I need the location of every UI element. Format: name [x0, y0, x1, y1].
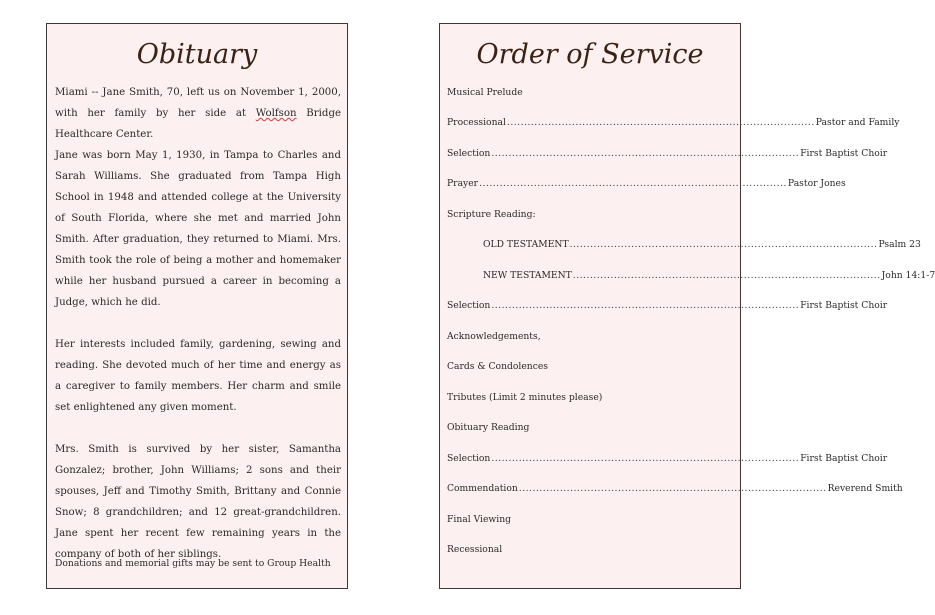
service-item-performer: First Baptist Choir — [800, 452, 888, 464]
service-item-label: Obituary Reading — [447, 422, 530, 434]
service-item-performer: John 14:1-7 — [881, 269, 935, 281]
service-item — [447, 169, 846, 200]
service-item-label: NEW TESTAMENT — [483, 269, 572, 281]
service-item — [447, 108, 900, 139]
paragraph-text: Bridge Healthcare Center. — [55, 108, 341, 140]
leader-dots: .......................................................................................... — [506, 117, 815, 129]
spellcheck-word: Wolfson — [255, 108, 297, 119]
service-item — [447, 413, 734, 444]
paragraph-text: Miami -- Jane Smith, 70, left us on November 1, 2000, with her family by her side at — [55, 87, 341, 119]
leader-dots: .......................................................................................... — [518, 483, 827, 495]
service-item-label: OLD TESTAMENT — [483, 239, 569, 251]
service-item-performer: First Baptist Choir — [800, 300, 888, 312]
service-item — [447, 321, 734, 352]
service-item-label: Cards & Condolences — [447, 361, 548, 373]
service-item — [447, 199, 734, 230]
service-item-label: Acknowledgements, — [447, 330, 541, 342]
service-item-performer: Pastor and Family — [815, 117, 900, 129]
donations-note: Donations and memorial gifts may be sent to Group Health — [55, 558, 331, 569]
service-item-performer: First Baptist Choir — [800, 147, 888, 159]
service-item — [447, 230, 921, 261]
service-item-label: Selection — [447, 147, 491, 159]
service-item-label: Prayer — [447, 178, 479, 190]
service-item-label: Processional — [447, 117, 506, 129]
leader-dots: .......................................................................................... — [491, 300, 800, 312]
service-item-label: Selection — [447, 300, 491, 312]
service-item — [447, 443, 888, 474]
service-item — [447, 535, 734, 566]
service-item-label: Final Viewing — [447, 513, 512, 525]
order-of-service-panel — [439, 23, 935, 589]
leader-dots: .......................................................................................... — [479, 178, 787, 190]
obituary-panel — [46, 23, 348, 589]
service-item — [447, 504, 734, 535]
obituary-paragraph — [55, 82, 341, 145]
obituary-paragraph: Mrs. Smith is survived by her sister, Samantha Gonzalez; brother, John Williams; 2 sons and their spouses, Jeff and Timothy Smith, Brittany and Connie Snow; 8 grandchildren; and 12 great-grandchildren. Jane spent her recent few remaining years in the company of both of her siblings. — [55, 444, 341, 560]
service-item — [447, 260, 935, 291]
obituary-body — [55, 82, 341, 565]
obituary-title: Obituary — [136, 39, 258, 70]
service-title: Order of Service — [476, 39, 704, 70]
service-list — [447, 77, 935, 565]
service-item — [447, 138, 888, 169]
service-item — [447, 382, 734, 413]
service-item — [447, 474, 903, 505]
obituary-paragraph: Jane was born May 1, 1930, in Tampa to Charles and Sarah Williams. She graduated from Tampa High School in 1948 and attended college at the University of South Florida, where she met and married John Smith. After graduation, they returned to Miami. Mrs. Smith took the role of being a mother and homemaker while her husband pursued a career in becoming a Judge, which he did. — [55, 150, 341, 308]
service-item — [447, 352, 734, 383]
leader-dots: .......................................................................................... — [569, 239, 878, 251]
service-item-performer: Pastor Jones — [787, 178, 846, 190]
leader-dots: .......................................................................................... — [572, 269, 881, 281]
leader-dots: .......................................................................................... — [491, 147, 800, 159]
obituary-paragraph: Her interests included family, gardening, sewing and reading. She devoted much of her time and energy as a caregiver to family members. Her charm and smile set enlightened any given moment. — [55, 339, 341, 413]
service-item-label: Commendation — [447, 483, 518, 495]
service-item-performer: Psalm 23 — [878, 239, 921, 251]
service-item — [447, 291, 888, 322]
service-item-label: Selection — [447, 452, 491, 464]
service-item-label: Tributes (Limit 2 minutes please) — [447, 391, 603, 403]
service-item — [447, 77, 734, 108]
service-item-label: Recessional — [447, 544, 503, 556]
service-item-label: Scripture Reading: — [447, 208, 536, 220]
service-item-performer: Reverend Smith — [827, 483, 903, 495]
leader-dots: .......................................................................................... — [491, 452, 800, 464]
service-item-label: Musical Prelude — [447, 86, 523, 98]
